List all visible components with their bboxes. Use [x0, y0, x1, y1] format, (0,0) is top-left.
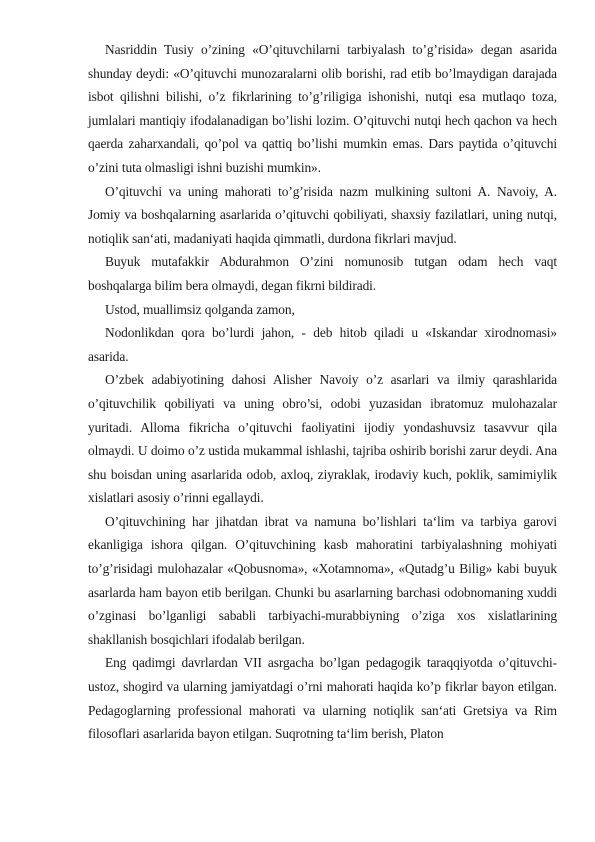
paragraph-iskandar: Nodonlikdan qora bo’lurdi jahon, - deb hitob qiladi u «Iskandar xirodnomasi» asarida.: [88, 325, 557, 364]
paragraph-verse-line: Ustod, muallimsiz qolganda zamon,: [105, 301, 295, 317]
paragraph-teacher-example: O’qituvchining har jihatdan ibrat va namuna bo’lishlari ta‘lim va tarbiya garovi ekanligiga ishora qilgan. O’qituvchining kasb mahoratini tarbiyalashning mohiyati to’g’risidagi mulohazalar «Qobusnoma», «Xotamnoma», «Qutadg’u Bilig» kabi buyuk asarlarda ham bayon etib berilgan. Chunki bu asarlarning barchasi odobnomaning xuddi o’zginasi bo’lganligi sababli tarbiyachi-murabbiyning o’ziga xos xislatlarining shakllanish bosqichlari ifodalab berilgan.: [88, 513, 557, 647]
paragraph-tusiy-quote: Nasriddin Tusiy o’zining «O’qituvchilarni tarbiyalash to’g’risida» degan asarida shunday deydi: «O’qituvchi munozaralarni olib borishi, rad etib bo’lmaydigan darajada isbot qilishni bilishi, o’z fikrlarining to’g’riligiga ishonishi, nutqi esa mutlaqo toza, jumlalari mantiqiy ifodalanadigan bo’lishi lozim. O’qituvchi nutqi hech qachon va hech qaerda zaharxandali, qo’pol va qattiq bo’lishi mumkin emas. Dars paytida o’qituvchi o’zini tuta olmasligi ishni buzishi mumkin».: [88, 42, 557, 175]
paragraph-ancient-pedagogy: Eng qadimgi davrlardan VII asrgacha bo’lgan pedagogik taraqqiyotda o’qituvchi-ustoz, shogird va ularning jamiyatdagi o’rni mahorati haqida ko’p fikrlar bayon etilgan. Pedagoglarning professional mahorati va ularning notiqlik san‘ati Gretsiya va Rim filosoflari asarlarida bayon etilgan. Suqrotning ta‘lim berish, Platon: [88, 655, 557, 742]
paragraph-navoiy-jomiy: O’qituvchi va uning mahorati to’g’risida nazm mulkining sultoni A. Navoiy, A. Jomiy va boshqalarning asarlarida o’qituvchi qobiliyati, shaxsiy fazilatlari, uning nutqi, notiqlik san‘ati, madaniyati haqida qimmatli, durdona fikrlari mavjud.: [88, 183, 557, 246]
paragraph-abdurahmon: Buyuk mutafakkir Abdurahmon O’zini nomunosib tutgan odam hech vaqt boshqalarga bilim bera olmaydi, degan fikrni bildiradi.: [88, 254, 557, 293]
document-page: [88, 38, 557, 746]
paragraph-alisher-navoiy: O’zbek adabiyotining dahosi Alisher Navoiy o’z asarlari va ilmiy qarashlarida o’qituvchilik qobiliyati va uning obro’si, odobi yuzasidan ibratomuz mulohazalar yuritadi. Alloma fikricha o’qituvchi faoliyatini ijodiy yondashuvsiz tasavvur qila olmaydi. U doimo o’z ustida mukammal ishlashi, tajriba oshirib borishi zarur deydi. Ana shu boisdan uning asarlarida odob, axloq, ziyraklak, irodaviy kuch, poklik, samimiylik xislatlari asosiy o’rinni egallaydi.: [88, 372, 557, 506]
